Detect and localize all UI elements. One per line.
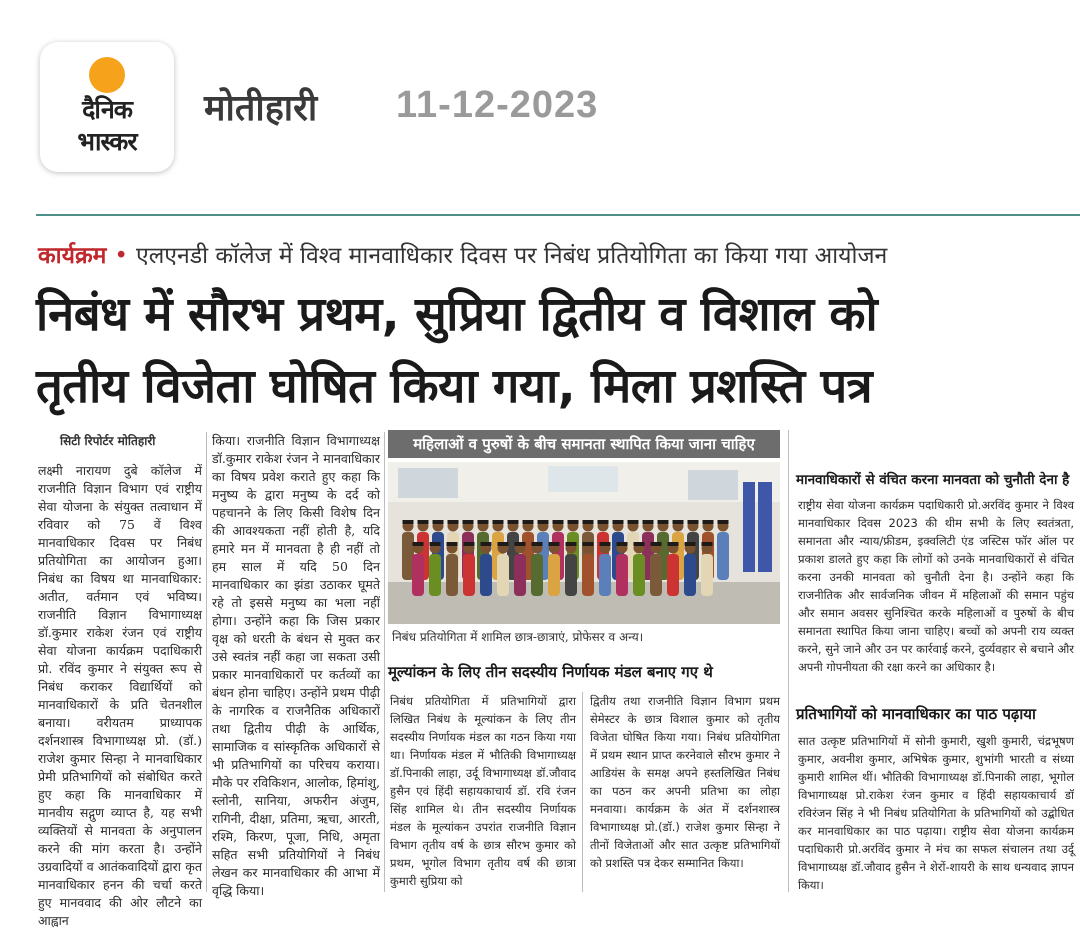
article-column-2: किया। राजनीति विज्ञान विभागाध्यक्ष डॉ.कुमार राकेश रंजन ने मानवाधिकार का विषय प्रवेश कराते हुए कहा कि मनुष्य के द्वारा मनुष्य के दर्द को पहचानने के लिए किसी विशेष दिन की आवश्यकता नहीं होती है, यदि हमारे मन में मानवता है ही नहीं तो हम साल में यदि 50 दिन मानवाधिकार का झंडा उठाकर घूमते रहे तो इससे मनुष्य का भला नहीं होगा। उन्होंने कहा कि जिस प्रकार वृक्ष को धरती के बंधन से मुक्त कर उसे स्वतंत्र नहीं कहा जा सकता उसी प्रकार मानवाधिकारों पर कर्तव्यों का बंधन होना चाहिए। उन्होंने प्रथम पीढ़ी के नागरिक व राजनैतिक अधिकारों तथा द्वितीय पीढ़ी के आर्थिक, सामाजिक व सांस्कृतिक अधिकारों से भी प्रतिभागियों का परिचय कराया। मौके पर रविकिशन, आलोक, हिमांशु, स्लोनी, सानिया, अफरीन अंजुम, रागिनी, दीक्षा, प्रतिमा, ऋचा, आरती, रश्मि, किरण, पूजा, निधि, अमृता सहित सभी प्रतियोगियों ने निबंध लेखन कर मानवाधिकार की आभा में वृद्धि किया। <box>212 433 380 898</box>
masthead-divider <box>36 214 1080 216</box>
column-divider <box>788 430 789 892</box>
group-photo <box>388 462 780 624</box>
sun-logo-icon <box>89 57 125 93</box>
column-divider <box>582 692 583 892</box>
category-label: कार्यक्रम <box>38 243 107 269</box>
kicker-text: एलएनडी कॉलेज में विश्व मानवाधिकार दिवस पर निबंध प्रतियोगिता का किया गया आयोजन <box>135 243 888 269</box>
article-column-3: निबंध प्रतियोगिता में प्रतिभागियों द्वारा लिखित निबंध के मूल्यांकन के लिए तीन सदस्यीय निर्णायक मंडल का गठन किया गया था। निर्णायक मंडल में भौतिकी विभागाध्यक्ष डॉ.पिनाकी लाहा, उर्दू विभागाध्यक्ष डॉ.जौवाद हुसैन एवं हिंदी सहायकाचार्य डॉ. रवि रंजन सिंह शामिल थे। तीन सदस्यीय निर्णायक मंडल के मूल्यांकन उपरांत राजनीति विज्ञान विभाग तृतीय वर्ष के छात्र सौरभ कुमार को प्रथम, भूगोल विभाग तृतीय वर्ष की छात्रा कुमारी सुप्रिया को <box>390 694 576 888</box>
photo-headline-band: महिलाओं व पुरुषों के बीच समानता स्थापित किया जाना चाहिए <box>388 430 780 458</box>
subheading-participants: प्रतिभागियों को मानवाधिकार का पाठ पढ़ाया <box>796 705 1036 723</box>
kicker-line <box>38 238 1078 270</box>
logo-line-1: दैनिक <box>82 95 132 124</box>
headline-line-1: निबंध में सौरभ प्रथम, सुप्रिया द्वितीय व विशाल को <box>36 287 878 342</box>
newspaper-logo <box>40 42 174 172</box>
column-divider <box>384 432 385 892</box>
headline-line-2: तृतीय विजेता घोषित किया गया, मिला प्रशस्ति पत्र <box>36 359 873 414</box>
bullet-icon: • <box>114 243 128 269</box>
column-divider <box>206 432 207 892</box>
photo-caption: निबंध प्रतियोगिता में शामिल छात्र-छात्राएं, प्रोफेसर व अन्य। <box>392 630 644 644</box>
article-column-6: सात उत्कृष्ट प्रतिभागियों में सोनी कुमारी, खुशी कुमारी, चंद्रभूषण कुमार, अवनीश कुमार, अभिषेक कुमार, शुभांगी भारती व संध्या कुमारी शामिल थीं। भौतिकी विभागाध्यक्ष डॉ.पिनाकी लाहा, भूगोल विभागाध्यक्ष प्रो.राकेश रंजन कुमार व हिंदी सहायकाचार्य डॉ रविरंजन सिंह ने भी निबंध प्रतियोगिता के प्रतिभागियों को उद्बोधित कर मानवाधिकार का पाठ पढ़ाया। राष्ट्रीय सेवा योजना कार्यक्रम पदाधिकारी प्रो.अरविंद कुमार ने मंच का सफल संचालन तथा उर्दू विभागाध्यक्ष डॉ.जौवाद हुसैन ने शेरों-शायरी के साथ धन्यवाद ज्ञापन किया। <box>798 734 1074 892</box>
article-column-5: राष्ट्रीय सेवा योजना कार्यक्रम पदाधिकारी प्रो.अरविंद कुमार ने विश्व मानवाधिकार दिवस 2023 की थीम सभी के लिए स्वतंत्रता, समानता और न्याय/फ्रीडम, इक्वलिटी एंड जस्टिस फॉर ऑल पर प्रकाश डालते हुए कहा कि लोगों को उनके मानवाधिकारों से वंचित करना उनकी मानवता को चुनौती देना है। उन्होंने कहा कि राजनीतिक और सार्वजनिक जीवन में महिलाओं की समान पहुंच और समान अवसर सुनिश्चित करके महिलाओं व पुरुषों के बीच समानता स्थापित किया जाना चाहिए। बच्चों को अपनी राय व्यक्त करने, सुने जाने और उन पर कार्रवाई करने, दुर्व्यवहार से बचाने और अपनी गोपनीयता की रक्षा करने का अधिकार है। <box>798 498 1074 674</box>
edition-city: मोतीहारी <box>204 88 318 129</box>
article-column-4: द्वितीय तथा राजनीति विज्ञान विभाग प्रथम सेमेस्टर के छात्र विशाल कुमार को तृतीय विजेता घोषित किया गया। निबंध प्रतियोगिता में प्रथम स्थान प्राप्त करनेवाले सौरभ कुमार ने आडियंस के समक्ष अपने हस्तलिखित निबंध का पठन कर अपनी प्रतिभा का लोहा मनवाया। कार्यक्रम के अंत में दर्शनशास्त्र विभागाध्यक्ष प्रो.(डॉ.) राजेश कुमार सिन्हा ने तीनों विजेताओं और सात उत्कृष्ट प्रतिभागियों को प्रशस्ति पत्र देकर सम्मानित किया। <box>590 694 780 870</box>
subheading-human-rights: मानवाधिकारों से वंचित करना मानवता को चुनौती देना है <box>796 472 1070 488</box>
edition-date: 11-12-2023 <box>396 84 599 126</box>
subheading-judges: मूल्यांकन के लिए तीन सदस्यीय निर्णायक मंडल बनाए गए थे <box>388 663 713 681</box>
article-column-1: लक्ष्मी नारायण दुबे कॉलेज में राजनीति विज्ञान विभाग एवं राष्ट्रीय सेवा योजना के संयुक्त तत्वाधान में रविवार को 75 वें विश्व मानवाधिकार दिवस पर निबंध प्रतियोगिता का आयोजन हुआ। निबंध का विषय था मानवाधिकार: अतीत, वर्तमान एवं भविष्य। राजनीति विज्ञान विभागाध्यक्ष डॉ.कुमार राकेश रंजन एवं राष्ट्रीय सेवा योजना कार्यक्रम पदाधिकारी प्रो. रविंद कुमार ने संयुक्त रूप से निबंध कराकर विद्यार्थियों को मानवाधिकारों के प्रति चेतनशील बनाया। वरीयतम प्राध्यापक दर्शनशास्त्र विभागाध्यक्ष प्रो. (डॉ.) राजेश कुमार सिन्हा ने मानवाधिकार प्रेमी प्रतिभागियों को संबोधित करते हुए कहा कि मानवाधिकार में मानवीय सद्गुण व्याप्त है, यह सभी व्यक्तियों से मानवता के अनुपालन करने की मांग करता है। उन्होंने उग्रवादियों व आतंकवादियों द्वारा कृत मानवाधिकार हनन की चर्चा करते हुए मानववाद की ओर लौटने का आह्वान <box>38 463 202 928</box>
byline: सिटी रिपोर्टर मोतिहारी <box>60 434 156 448</box>
logo-line-2: भास्कर <box>77 127 137 156</box>
